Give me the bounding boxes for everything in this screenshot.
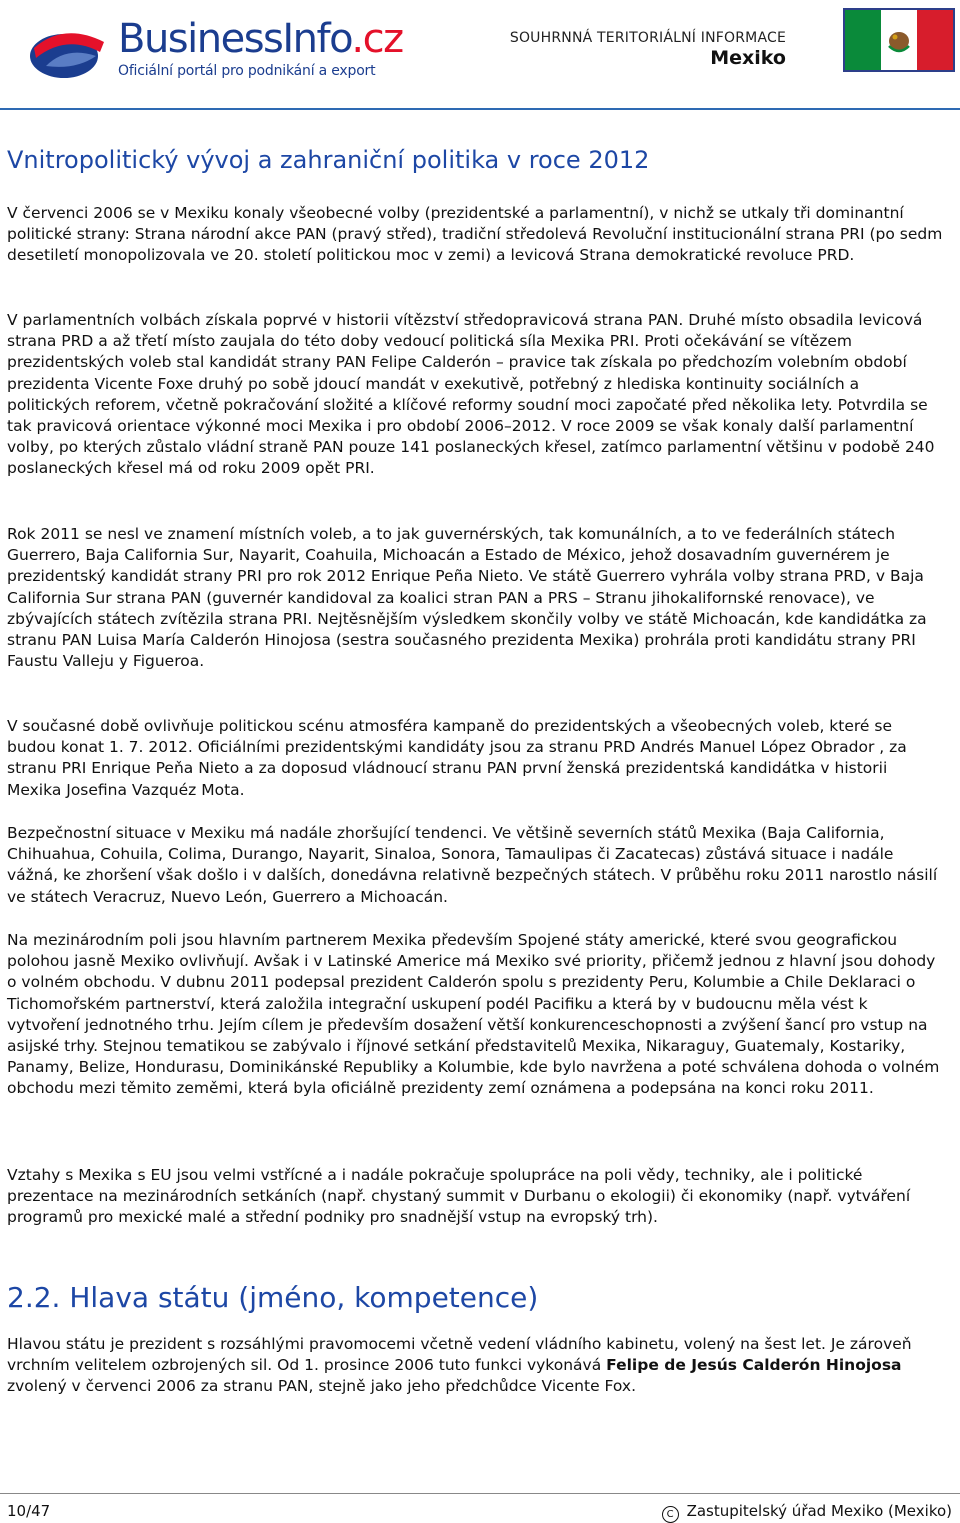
- paragraph-head-of-state: Hlavou státu je prezident s rozsáhlými pravomocemi včetně vedení vládního kabinetu, volený na šest let. Je zároveň vrchním velitelem ozbrojených sil. Od 1. prosince 2006 tuto funkci vykonává Felipe de Jesús Calderón Hinojosa zvolený v červenci 2006 za stranu PAN, stejně jako jeho předchůdce Vicente Fox.: [7, 1335, 912, 1396]
- heading-head-of-state: 2.2. Hlava státu (jméno, kompetence): [7, 1281, 539, 1314]
- mexico-flag-icon: [843, 8, 955, 72]
- section-title: Vnitropolitický vývoj a zahraniční politika v roce 2012: [7, 146, 650, 174]
- flag-red-stripe: [917, 10, 953, 70]
- logo-mark-icon: [26, 26, 112, 84]
- copyright-icon: C: [662, 1506, 679, 1523]
- paragraph-campaign-2012: V současné době ovlivňuje politickou scénu atmosféra kampaně do prezidentských a všeobecných voleb, které se budou konat 1. 7. 2012. Oficiálními prezidentskými kandidáty jsou za stranu PRD Andrés Manuel López Obrador , za stranu PRI Enrique Peňa Nieto a za doposud vládnoucí stranu PAN první ženská prezidentská kandidátka v historii Mexika Josefina Vazquéz Mota.: [7, 717, 907, 799]
- paragraph-elections-2006: V červenci 2006 se v Mexiku konaly všeobecné volby (prezidentské a parlamentní), v nichž se utkaly tři dominantní politické strany: Strana národní akce PAN (pravý střed), tradiční středolevá Revoluční institucionální strana PRI (po sedm desetiletí monopolizovala ve 20. století politickou moc v zemi) a levicová Strana demokratické revoluce PRD.: [7, 204, 943, 265]
- footer-copyright: C Zastupitelský úřad Mexiko (Mexiko): [662, 1502, 952, 1523]
- paragraph-eu-relations: Vztahy s Mexika s EU jsou velmi vstřícné a i nadále pokračuje spolupráce na poli vědy, techniky, ale i politické prezentace na mezinárodních setkáních (např. chystaný summit v Durbanu o ekologii) či ekonomiky (např. vytváření programů pro mexické malé a střední podniky pro snadnější vstup na evropský trh).: [7, 1166, 911, 1227]
- country-name: Mexiko: [710, 47, 786, 69]
- document-subtitle: SOUHRNNÁ TERITORIÁLNÍ INFORMACE: [509, 30, 786, 46]
- page-number: 10/47: [7, 1502, 51, 1520]
- paragraph-security: Bezpečnostní situace v Mexiku má nadále zhoršující tendenci. Ve většině severních států Mexika (Baja California, Chihuahua, Cohuila, Colima, Durango, Nayarit, Sinaloa, Sonora, Tamaulipas či Zacatecas) zůstává situace i nadále vážná, ke zhoršení však došlo i v dalších, donedávna relativně bezpečných státech. V průběhu roku 2011 narostlo násilí ve státech Veracruz, Nuevo León, Guerrero a Michoacán.: [7, 824, 938, 906]
- header-divider: [0, 108, 960, 110]
- flag-emblem-icon: [881, 10, 918, 70]
- president-name: Felipe de Jesús Calderón Hinojosa: [606, 1356, 902, 1375]
- flag-white-stripe: [881, 10, 917, 70]
- businessinfo-logo[interactable]: [26, 16, 406, 86]
- logo-name: BusinessInfo.cz: [118, 16, 403, 62]
- page-header: [0, 0, 960, 110]
- flag-green-stripe: [845, 10, 881, 70]
- logo-tagline: Oficiální portál pro podnikání a export: [118, 63, 376, 79]
- paragraph-international: Na mezinárodním poli jsou hlavním partnerem Mexika především Spojené státy americké, které svou geografickou polohou jasně Mexiko ovlivňují. Avšak i v Latinské Americe má Mexiko své priority, přičemž jednou z hlavní jsou dohody o volném obchodu. V dubnu 2011 podepsal prezident Calderón spolu s prezidenty Peru, Kolumbie a Chile Deklaraci o Tichomořském partnerství, která založila integrační uskupení podél Pacifiku a která by v budoucnu měla vést k vytvoření jednotného trhu. Jejím cílem je především dosažení větší konkurenceschopnosti a zvýšení šancí pro vstup na asijské trhy. Stejnou tematikou se zabývalo i říjnové setkání představitelů Mexika, Nikaraguy, Guatemaly, Kostariky, Panamy, Belize, Hondurasu, Dominikánské Republiky a Kolumbie, kde bylo navržena a poté schválena dohoda o volném obchodu mezi těmito zeměmi, která byla oficiálně prezidenty zemí oznámena a podepsána na konci roku 2011.: [7, 931, 940, 1098]
- footer-divider: [0, 1493, 960, 1494]
- paragraph-local-elections-2011: Rok 2011 se nesl ve znamení místních voleb, a to jak guvernérských, tak komunálních, a to ve federálních státech Guerrero, Baja California Sur, Nayarit, Coahuila, Michoacán a Estado de México, jehož dosavadním guvernérem je prezidentský kandidát strany PRI pro rok 2012 Enrique Peña Nieto. Ve státě Guerrero vyhrála volby strana PRD, v Baja California Sur strana PAN (guvernér kandidoval za koalici stran PAN a PRS – Stranu jihokalifornské renovace), ve zbývajících státech zvítězila strana PRI. Nejtěsnějším výsledkem skončily volby ve státě Michoacán, kde kandidátka za stranu PAN Luisa María Calderón Hinojosa (sestra současného prezidenta Mexika) prohrála proti kandidátu strany PRI Faustu Valleju y Figueroa.: [7, 525, 927, 671]
- paragraph-parliament-results: V parlamentních volbách získala poprvé v historii vítězství středopravicová strana PAN. Druhé místo obsadila levicová strana PRD a až třetí místo zaujala do této doby vedoucí politická síla Mexika PRI. Proti očekávání se vítězem prezidentských voleb stal kandidát strany PAN Felipe Calderón – pravice tak získala po předchozím volebním období prezidenta Vicente Foxe druhý po sobě jdoucí mandát v exekutivě, potřebný z hlediska kontinuity sociálních a politických reforem, včetně pokračování složité a klíčové reformy soudní moci započaté před několika lety. Potvrdila se tak pravicová orientace výkonné moci Mexika i pro období 2006–2012. V roce 2009 se však konaly další parlamentní volby, po kterých zůstalo vládní straně PAN pouze 141 poslaneckých křesel, zatímco parlamentní většinu v podobě 240 poslaneckých křesel má od roku 2009 opět PRI.: [7, 311, 935, 478]
